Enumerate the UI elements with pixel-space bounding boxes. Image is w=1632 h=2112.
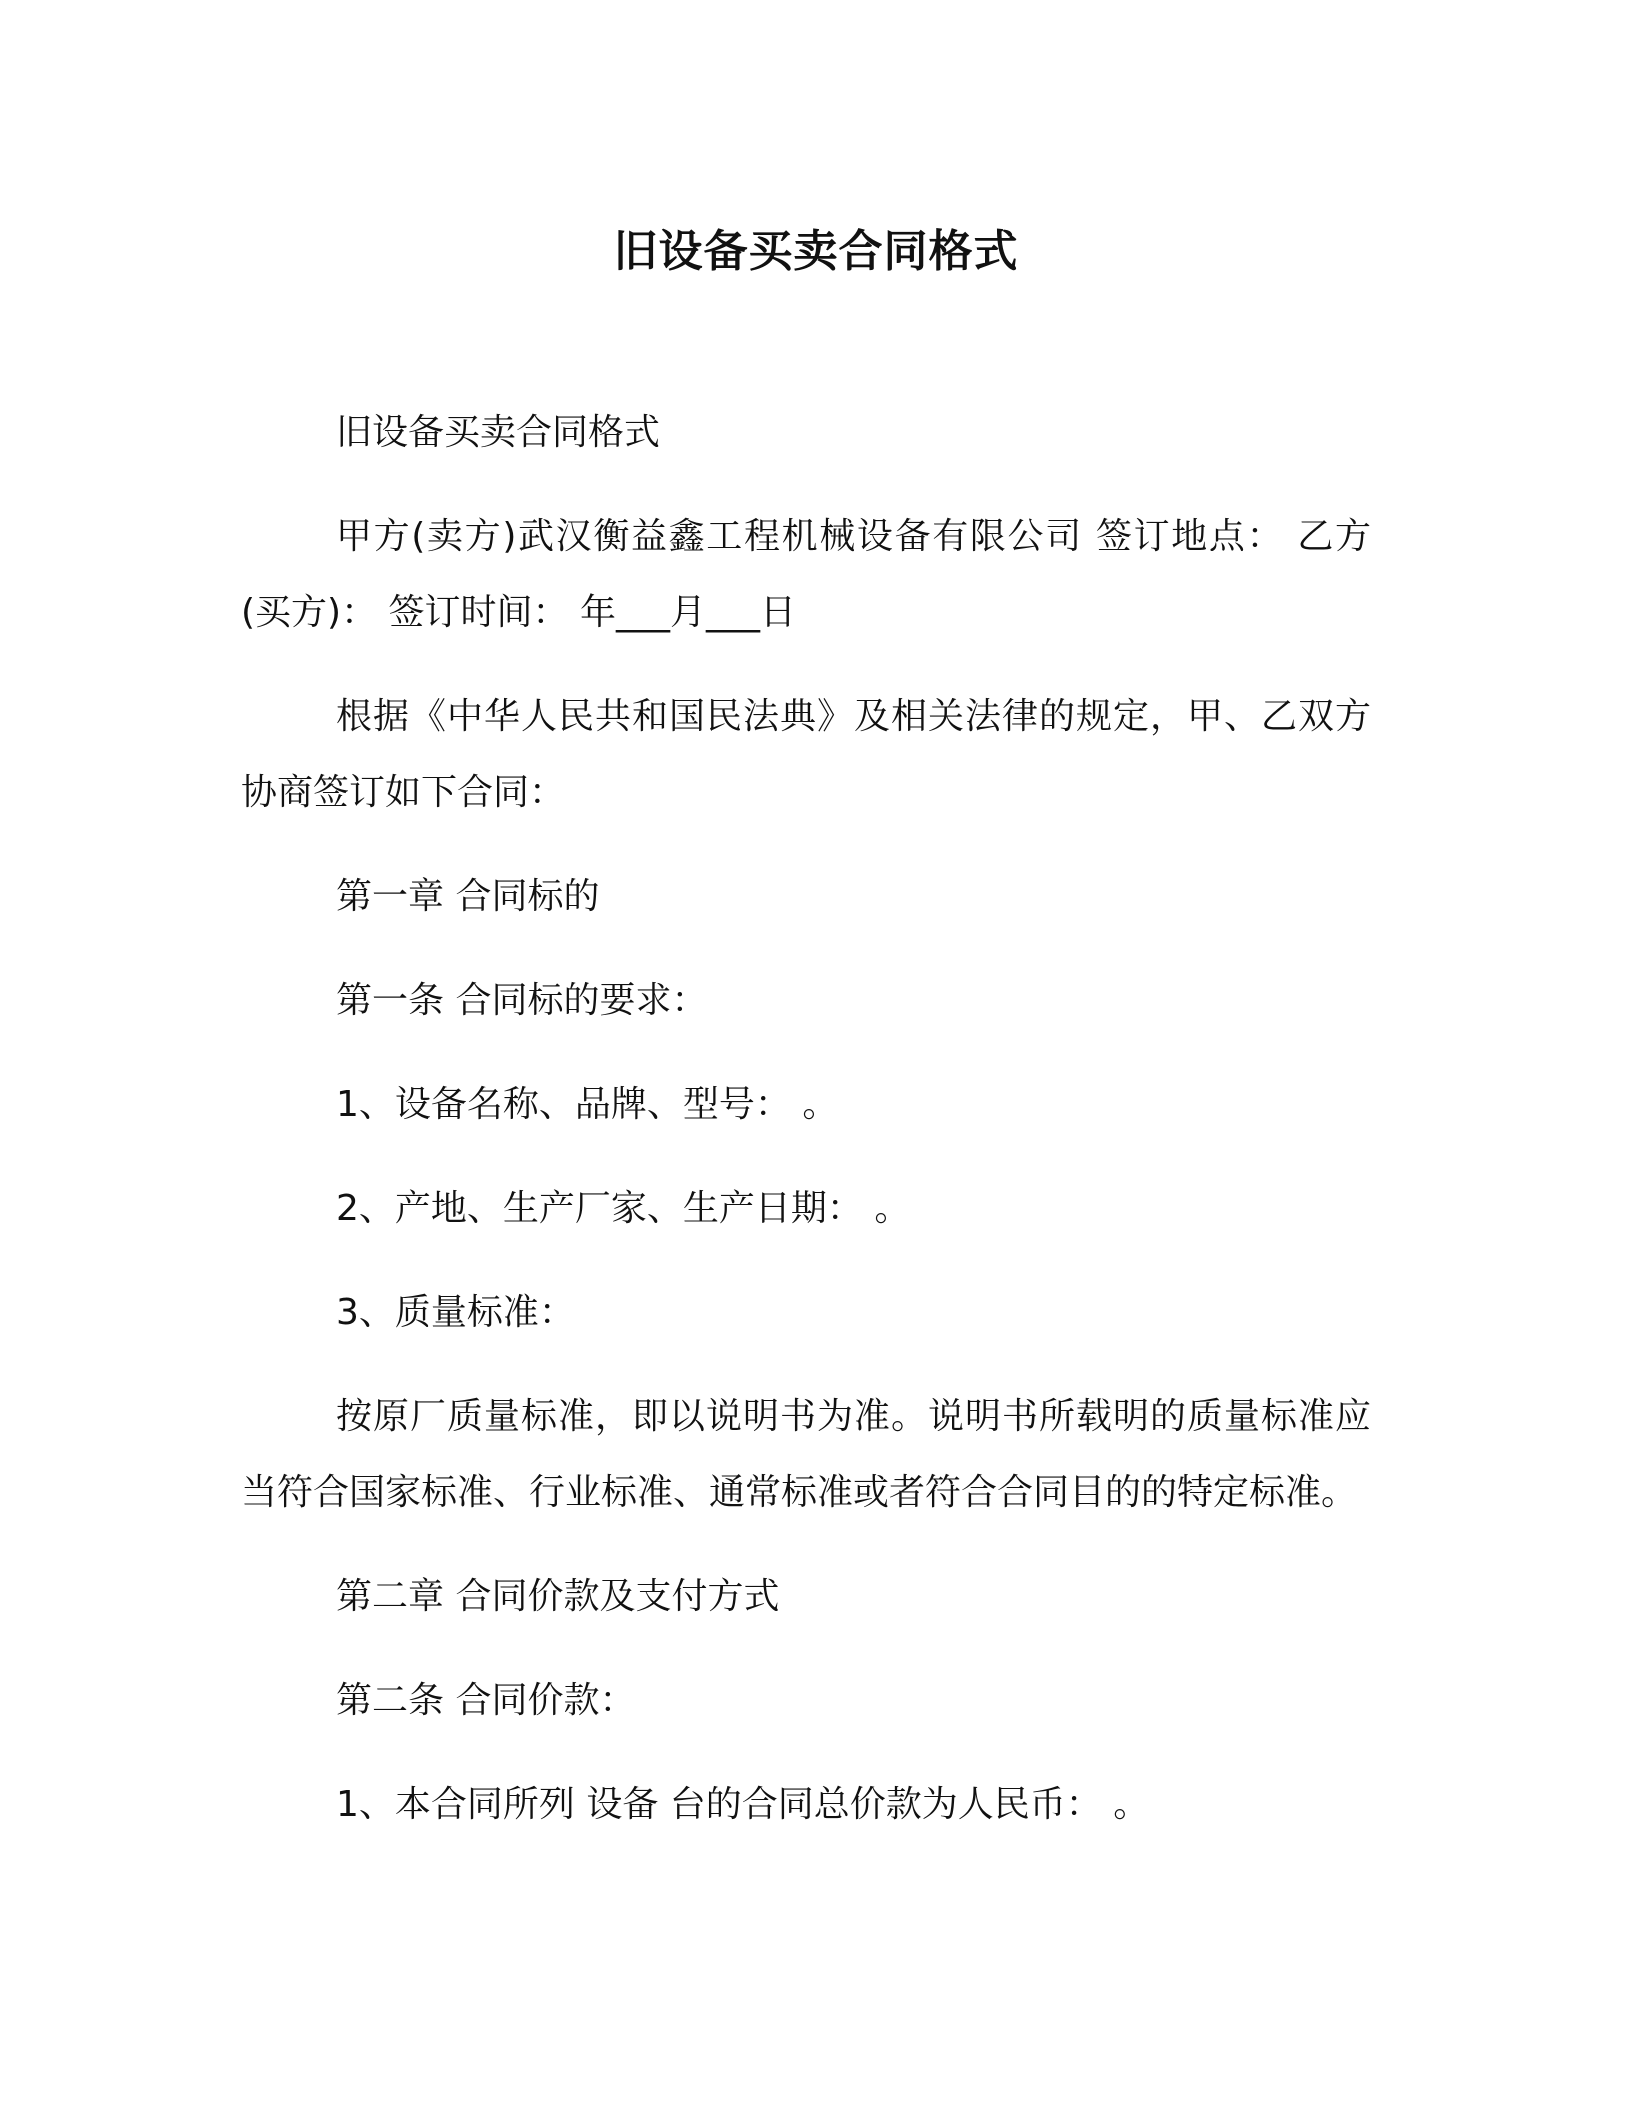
list-item-price: 1、本合同所列 设备 台的合同总价款为人民币： 。 — [336, 1784, 1150, 1825]
chapter-heading-1: 第一章 合同标的 — [336, 876, 600, 917]
article-heading-1: 第一条 合同标的要求： — [336, 980, 708, 1021]
list-item-3: 3、质量标准： — [336, 1292, 575, 1333]
list-item-2: 2、产地、生产厂家、生产日期： 。 — [336, 1188, 911, 1229]
article-heading-2: 第二条 合同价款： — [336, 1680, 636, 1721]
document-body — [241, 395, 1371, 1871]
document-title: 旧设备买卖合同格式 — [613, 226, 1019, 277]
chapter-heading-2: 第二章 合同价款及支付方式 — [336, 1576, 780, 1617]
paragraph-parties: 甲方(卖方)武汉衡益鑫工程机械设备有限公司 签订地点： 乙方(买方)： 签订时间： 年___月___日 — [241, 516, 1371, 633]
paragraph-subtitle: 旧设备买卖合同格式 — [336, 412, 661, 453]
paragraph-preamble: 根据《中华人民共和国民法典》及相关法律的规定，甲、乙双方协商签订如下合同： — [241, 696, 1371, 813]
paragraph-quality-standard: 按原厂质量标准，即以说明书为准。说明书所载明的质量标准应当符合国家标准、行业标准、通常标准或者符合合同目的的特定标准。 — [241, 1396, 1371, 1513]
list-item-1: 1、设备名称、品牌、型号： 。 — [336, 1084, 839, 1125]
